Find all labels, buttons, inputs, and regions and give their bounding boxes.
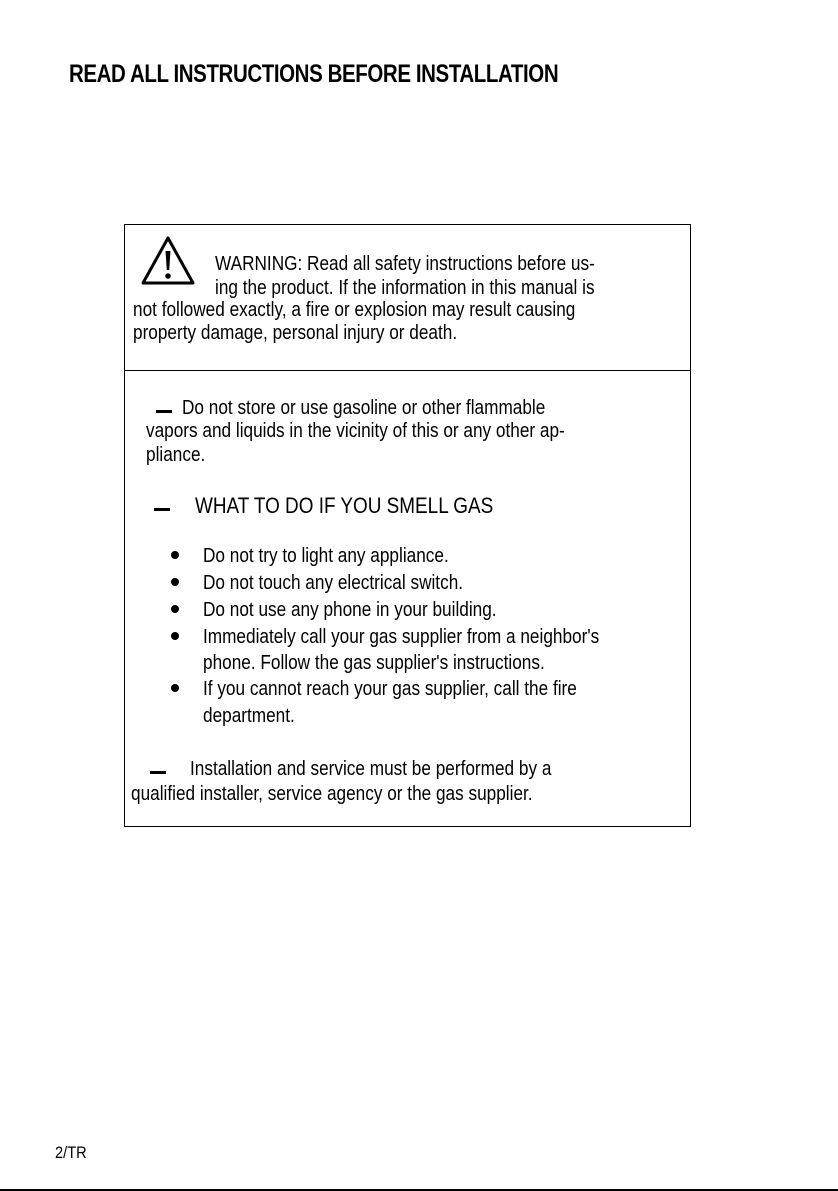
bullet-icon [171, 578, 179, 586]
warning-section [125, 225, 690, 371]
gas-smell-item: Do not use any phone in your building. [203, 599, 497, 621]
page-title: READ ALL INSTRUCTIONS BEFORE INSTALLATION [69, 60, 559, 88]
installation-note-line-1: Installation and service must be performed by a [190, 758, 552, 780]
dash-marker [156, 410, 172, 413]
installation-note-line-2: qualified installer, service agency or the gas supplier. [131, 783, 533, 805]
bullet-icon [171, 605, 179, 613]
gas-smell-item-continued: phone. Follow the gas supplier's instructions. [203, 652, 545, 674]
gas-smell-item-continued: department. [203, 705, 295, 727]
gas-smell-item: If you cannot reach your gas supplier, call the fire [203, 678, 577, 700]
dash-marker [150, 771, 166, 774]
bullet-icon [171, 551, 179, 559]
dash-marker [154, 508, 170, 511]
safety-notice-box [124, 224, 691, 827]
warning-line-3: not followed exactly, a fire or explosion may result causing [133, 299, 576, 321]
storage-note-line-3: pliance. [146, 444, 206, 466]
bullet-icon [171, 632, 179, 640]
storage-note-line-1: Do not store or use gasoline or other flammable [182, 397, 546, 419]
gas-smell-item: Immediately call your gas supplier from a neighbor's [203, 626, 600, 648]
storage-note-line-2: vapors and liquids in the vicinity of this or any other ap- [146, 420, 565, 442]
gas-smell-item: Do not touch any electrical switch. [203, 572, 464, 594]
gas-smell-item: Do not try to light any appliance. [203, 545, 449, 567]
page-number: 2/TR [55, 1143, 87, 1162]
warning-line-1: WARNING: Read all safety instructions before us- [215, 253, 595, 275]
gas-smell-heading: WHAT TO DO IF YOU SMELL GAS [195, 493, 494, 518]
warning-line-2: ing the product. If the information in this manual is [215, 277, 595, 299]
bullet-icon [171, 684, 179, 692]
warning-triangle-icon [140, 235, 196, 287]
warning-line-4: property damage, personal injury or death. [133, 322, 458, 344]
